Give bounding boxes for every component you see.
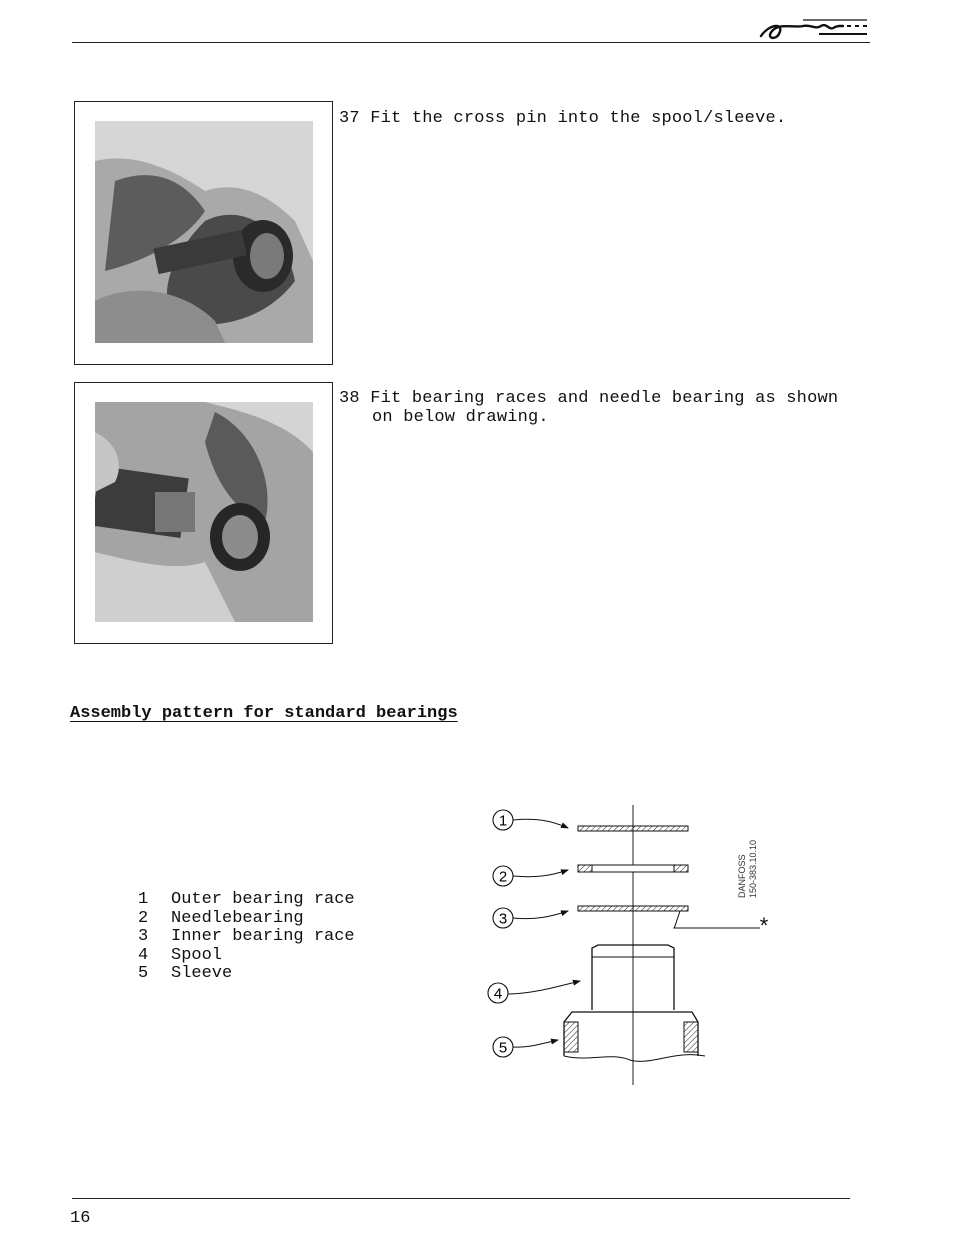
step-37-photo — [95, 121, 313, 343]
legend-label: Outer bearing race — [171, 890, 355, 909]
legend-item — [138, 891, 355, 910]
legend-label: Sleeve — [171, 964, 233, 984]
legend-label: Needlebearing — [171, 908, 304, 928]
legend-item — [138, 910, 355, 929]
stamp-line-2: 150-383.10.10 — [748, 839, 758, 898]
inner-bearing-race-part — [578, 906, 688, 911]
callout-5 — [493, 1037, 558, 1057]
legend-number: 4 — [138, 945, 149, 965]
outer-bearing-race-part — [578, 826, 688, 831]
callout-4-label: 4 — [493, 985, 503, 1003]
parts-legend — [138, 891, 355, 984]
asterisk-marker: * — [759, 913, 769, 938]
legend-item — [138, 947, 355, 966]
sleeve-break-line — [564, 1055, 705, 1062]
needle-bearing-right-cage — [674, 865, 688, 872]
step-37-text — [339, 109, 786, 128]
step-38-line-1: Fit bearing races and needle bearing as shown — [370, 389, 839, 408]
callout-2-label: 2 — [498, 868, 508, 886]
callout-3 — [493, 908, 568, 928]
needle-bearing-part — [578, 865, 688, 872]
step-38-line-2: on below drawing. — [372, 408, 549, 427]
step-38-text — [339, 389, 838, 408]
inner-race-chamfer — [674, 911, 760, 928]
callout-4 — [488, 981, 580, 1003]
legend-item — [138, 928, 355, 947]
legend-number: 2 — [138, 908, 149, 928]
callout-2 — [493, 866, 568, 886]
section-heading: Assembly pattern for standard bearings — [70, 704, 458, 723]
sleeve-right-hatch — [684, 1022, 698, 1052]
sleeve-left-hatch — [564, 1022, 578, 1052]
sleeve-part — [564, 1012, 698, 1056]
drawing-reference-stamp — [737, 840, 758, 898]
step-37-photo-image — [95, 121, 313, 343]
callout-3-label: 3 — [498, 910, 508, 928]
header-rule — [72, 42, 870, 43]
legend-number: 1 — [138, 890, 149, 909]
legend-number: 3 — [138, 927, 149, 947]
legend-item — [138, 965, 355, 984]
brand-logo — [755, 14, 873, 44]
step-38-photo-image — [95, 402, 313, 622]
step-37-number: 37 — [339, 109, 360, 128]
step-38-photo — [95, 402, 313, 622]
step-37-line-1: Fit the cross pin into the spool/sleeve. — [370, 109, 787, 128]
footer-rule — [72, 1198, 850, 1199]
callout-1-label: 1 — [498, 812, 508, 830]
assembly-drawing — [480, 800, 780, 1090]
stamp-line-1: DANFOSS — [737, 854, 747, 898]
needle-bearing-left-cage — [578, 865, 592, 872]
legend-label: Inner bearing race — [171, 927, 355, 947]
page-number: 16 — [70, 1209, 91, 1228]
step-38-number: 38 — [339, 389, 360, 408]
legend-number: 5 — [138, 964, 149, 984]
callout-5-label: 5 — [498, 1039, 508, 1057]
callout-1 — [493, 810, 568, 830]
legend-label: Spool — [171, 945, 223, 965]
step-38-text-continued — [372, 408, 549, 427]
